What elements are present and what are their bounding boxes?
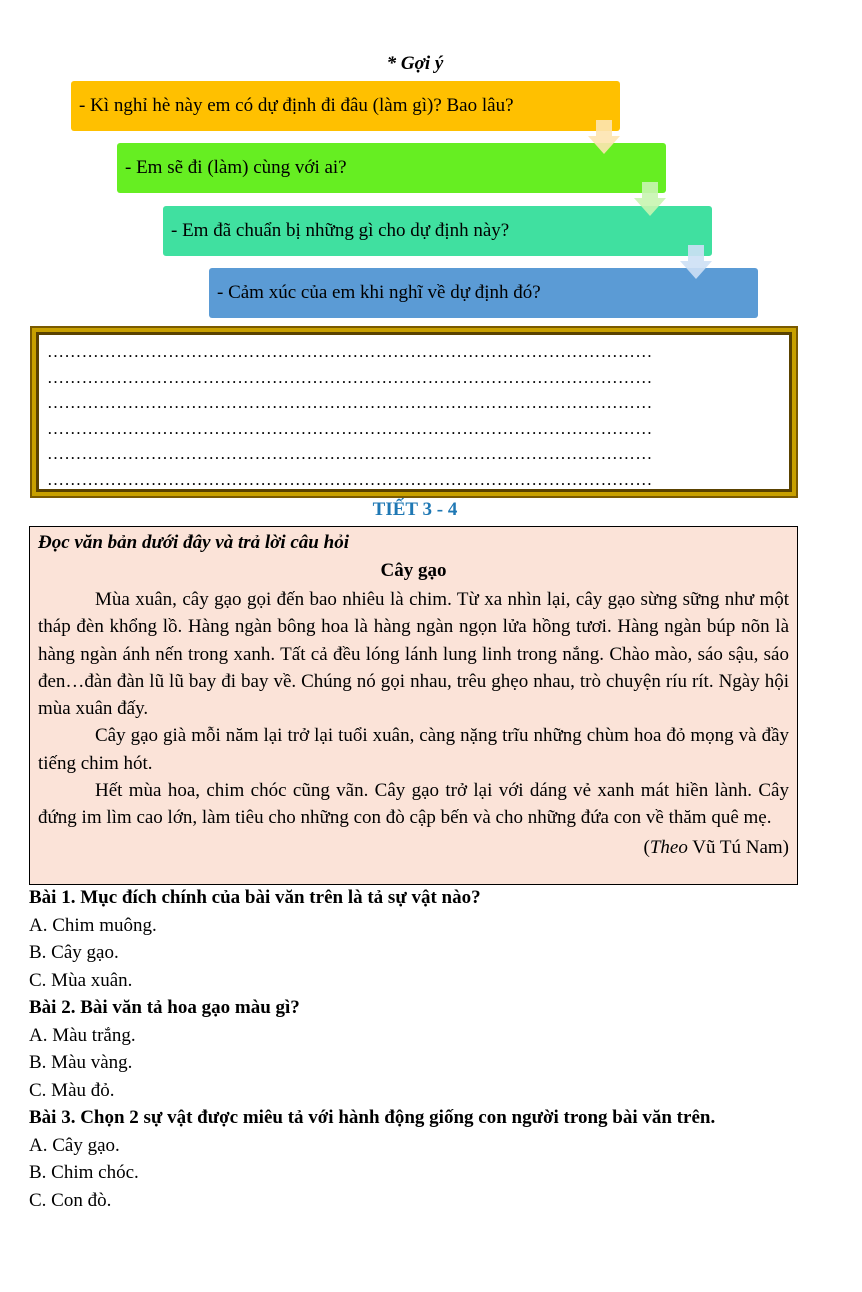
reading-source: (Theo Vũ Tú Nam) [643, 836, 789, 858]
writing-line: …………………………………………………………………………………………… [47, 444, 653, 464]
arrow-down-icon [678, 245, 714, 281]
question-3: Bài 3. Chọn 2 sự vật được miêu tả với hành động giống con người trong bài văn trên. [29, 1107, 716, 1128]
option-2a: A. Màu trắng. [29, 1024, 136, 1046]
reading-passage [29, 526, 798, 885]
reading-instruction: Đọc văn bản dưới đây và trả lời câu hỏi [38, 532, 349, 553]
writing-line: …………………………………………………………………………………………… [47, 393, 653, 413]
writing-line: …………………………………………………………………………………………… [47, 418, 653, 438]
questions-section [29, 884, 819, 1214]
writing-line: …………………………………………………………………………………………… [47, 367, 653, 387]
reading-paragraph: Hết mùa hoa, chim chóc cũng vãn. Cây gạo trở lại với dáng vẻ xanh mát hiền lành. Cây đứng im lìm cao lớn, làm tiêu cho những con đò cập bến và cho những đứa con về thăm quê mẹ. [38, 780, 789, 829]
option-1b: B. Cây gạo. [29, 942, 119, 963]
option-1c: C. Mùa xuân. [29, 969, 133, 991]
option-1a: A. Chim muông. [29, 914, 157, 936]
option-3a: A. Cây gạo. [29, 1134, 120, 1156]
arrow-down-icon [586, 120, 622, 156]
question-1: Bài 1. Mục đích chính của bài văn trên là tả sự vật nào? [29, 887, 481, 908]
reading-paragraph: Mùa xuân, cây gạo gọi đến bao nhiêu là chim. Từ xa nhìn lại, cây gạo sừng sững như một tháp đèn khổng lồ. Hàng ngàn bông hoa là hàng ngàn ngọn lửa hồng tươi. Hàng ngàn búp nõn là hàng ngàn ánh nến trong xanh. Tất cả đều lóng lánh lung linh trong nắng. Chào mào, sáo sậu, sáo đen…đàn đàn lũ lũ bay đi bay về. Chúng nó gọi nhau, trêu ghẹo nhau, trò chuyện ríu rít. Ngày hội mùa xuân đấy. [38, 589, 789, 720]
question-2: Bài 2. Bài văn tả hoa gạo màu gì? [29, 997, 300, 1018]
option-3b: B. Chim chóc. [29, 1162, 139, 1183]
arrow-down-icon [632, 182, 668, 218]
writing-box [30, 326, 798, 498]
hint-step-4: - Cảm xúc của em khi nghĩ về dự định đó? [209, 268, 758, 318]
writing-line: …………………………………………………………………………………………… [47, 342, 653, 361]
hint-step-3: - Em đã chuẩn bị những gì cho dự định này? [163, 206, 712, 256]
hint-title: * Gợi ý [386, 53, 444, 74]
option-2c: C. Màu đỏ. [29, 1079, 115, 1101]
option-2b: B. Màu vàng. [29, 1052, 133, 1073]
reading-paragraph: Cây gạo già mỗi năm lại trở lại tuổi xuân, càng nặng trĩu những chùm hoa đỏ mọng và đầy tiếng chim hót. [38, 725, 789, 774]
option-3c: C. Con đò. [29, 1189, 112, 1211]
lesson-title: TIẾT 3 - 4 [372, 499, 458, 520]
hint-step-2: - Em sẽ đi (làm) cùng với ai? [117, 143, 666, 193]
reading-title: Cây gạo [380, 560, 447, 581]
hint-step-1: - Kì nghỉ hè này em có dự định đi đâu (làm gì)? Bao lâu? [71, 81, 620, 131]
writing-line: …………………………………………………………………………………………… [47, 469, 653, 489]
